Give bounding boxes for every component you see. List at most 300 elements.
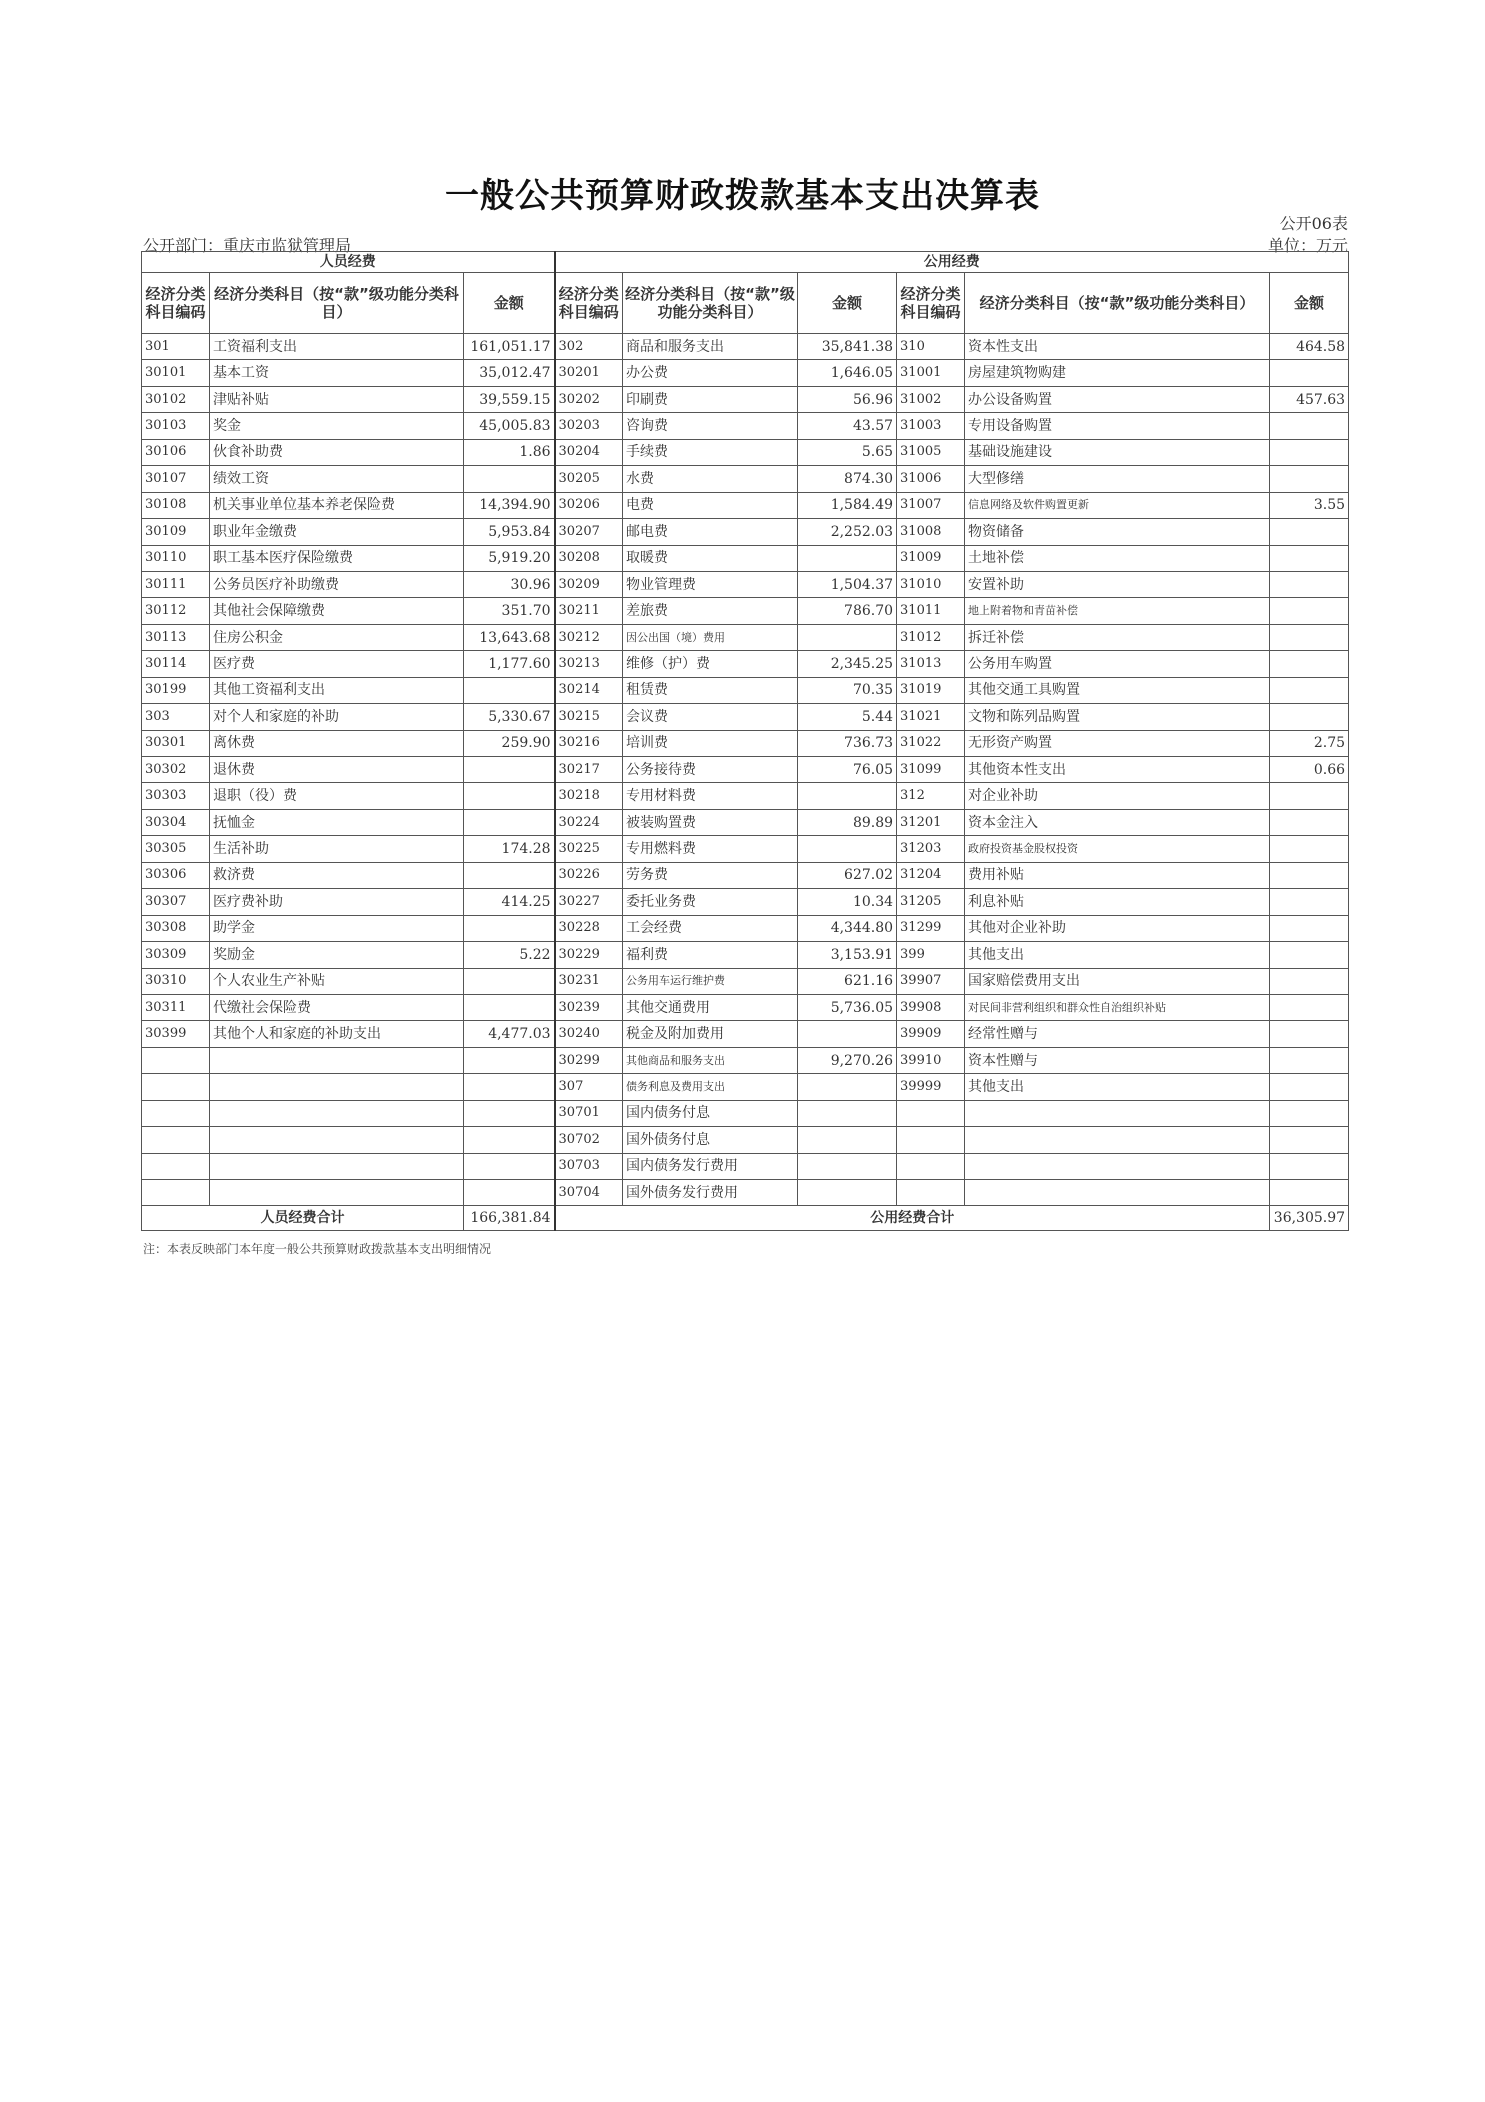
cell-code-public: 30226 <box>555 862 623 888</box>
cell-amount-public-2: 464.58 <box>1270 334 1349 360</box>
cell-amount <box>464 994 555 1020</box>
table-row <box>142 651 1349 677</box>
cell-name-public: 债务利息及费用支出 <box>623 1074 798 1100</box>
cell-amount-public: 5.65 <box>798 439 897 465</box>
cell-name: 奖金 <box>210 413 464 439</box>
cell-amount-public-2 <box>1270 783 1349 809</box>
cell-name-public: 国外债务付息 <box>623 1127 798 1153</box>
cell-name: 公务员医疗补助缴费 <box>210 571 464 597</box>
cell-amount: 39,559.15 <box>464 386 555 412</box>
cell-code-public: 30217 <box>555 757 623 783</box>
cell-code-public: 30227 <box>555 889 623 915</box>
cell-code-public: 30215 <box>555 704 623 730</box>
cell-code: 30106 <box>142 439 210 465</box>
cell-name-public: 商品和服务支出 <box>623 334 798 360</box>
cell-code: 303 <box>142 704 210 730</box>
cell-name-public-2: 资本金注入 <box>965 809 1270 835</box>
cell-name-public: 福利费 <box>623 942 798 968</box>
cell-code: 30311 <box>142 994 210 1020</box>
cell-code-public: 30701 <box>555 1100 623 1126</box>
cell-code: 30103 <box>142 413 210 439</box>
table-row <box>142 862 1349 888</box>
cell-name: 个人农业生产补贴 <box>210 968 464 994</box>
cell-amount: 351.70 <box>464 598 555 624</box>
cell-amount-public-2 <box>1270 598 1349 624</box>
cell-code-public-2: 39910 <box>897 1047 965 1073</box>
cell-code-public: 30299 <box>555 1047 623 1073</box>
cell-name-public: 办公费 <box>623 360 798 386</box>
cell-amount-public: 9,270.26 <box>798 1047 897 1073</box>
cell-amount-public: 3,153.91 <box>798 942 897 968</box>
cell-amount <box>464 757 555 783</box>
cell-amount: 1.86 <box>464 439 555 465</box>
header-amount-public-2: 金额 <box>1270 273 1349 334</box>
cell-name-public: 税金及附加费用 <box>623 1021 798 1047</box>
cell-code-public-2: 31019 <box>897 677 965 703</box>
cell-amount <box>464 1180 555 1206</box>
table-row <box>142 1100 1349 1126</box>
cell-code: 30109 <box>142 519 210 545</box>
cell-code <box>142 1100 210 1126</box>
cell-amount: 5.22 <box>464 942 555 968</box>
cell-code-public: 302 <box>555 334 623 360</box>
table-row <box>142 386 1349 412</box>
cell-code: 30399 <box>142 1021 210 1047</box>
cell-amount-public <box>798 1180 897 1206</box>
cell-amount: 5,330.67 <box>464 704 555 730</box>
cell-name-public-2: 其他支出 <box>965 1074 1270 1100</box>
cell-code-public: 30703 <box>555 1153 623 1179</box>
cell-name-public: 公务接待费 <box>623 757 798 783</box>
cell-code-public: 30704 <box>555 1180 623 1206</box>
cell-name: 职业年金缴费 <box>210 519 464 545</box>
cell-name-public-2: 对民间非营利组织和群众性自治组织补贴 <box>965 994 1270 1020</box>
cell-code <box>142 1127 210 1153</box>
cell-code-public-2: 399 <box>897 942 965 968</box>
cell-amount-public-2 <box>1270 994 1349 1020</box>
cell-name-public-2: 公务用车购置 <box>965 651 1270 677</box>
cell-amount-public-2 <box>1270 624 1349 650</box>
cell-code-public-2: 31006 <box>897 466 965 492</box>
cell-amount: 14,394.90 <box>464 492 555 518</box>
cell-amount-public: 76.05 <box>798 757 897 783</box>
cell-name: 绩效工资 <box>210 466 464 492</box>
cell-name: 住房公积金 <box>210 624 464 650</box>
cell-name: 抚恤金 <box>210 809 464 835</box>
cell-name-public: 因公出国（境）费用 <box>623 624 798 650</box>
cell-code: 30309 <box>142 942 210 968</box>
cell-code-public-2: 31299 <box>897 915 965 941</box>
cell-code-public-2: 39907 <box>897 968 965 994</box>
cell-code-public: 30225 <box>555 836 623 862</box>
cell-amount-public-2 <box>1270 466 1349 492</box>
header-name-public-2: 经济分类科目（按“款”级功能分类科目） <box>965 273 1270 334</box>
cell-name-public: 劳务费 <box>623 862 798 888</box>
cell-name-public-2: 地上附着物和青苗补偿 <box>965 598 1270 624</box>
cell-amount-public: 10.34 <box>798 889 897 915</box>
cell-name-public: 公务用车运行维护费 <box>623 968 798 994</box>
cell-amount-public-2 <box>1270 1127 1349 1153</box>
unit-label: 单位：万元 <box>1267 236 1348 255</box>
cell-name-public-2: 文物和陈列品购置 <box>965 704 1270 730</box>
cell-amount: 5,919.20 <box>464 545 555 571</box>
cell-amount-public-2 <box>1270 1047 1349 1073</box>
cell-name: 奖励金 <box>210 942 464 968</box>
cell-name-public: 国外债务发行费用 <box>623 1180 798 1206</box>
cell-name: 其他个人和家庭的补助支出 <box>210 1021 464 1047</box>
group-header-row <box>142 252 1349 273</box>
cell-code: 30111 <box>142 571 210 597</box>
cell-name: 职工基本医疗保险缴费 <box>210 545 464 571</box>
cell-code-public-2: 31012 <box>897 624 965 650</box>
cell-code-public: 30201 <box>555 360 623 386</box>
cell-code-public-2: 31010 <box>897 571 965 597</box>
total-personnel-label: 人员经费合计 <box>142 1206 464 1231</box>
cell-code-public-2 <box>897 1127 965 1153</box>
cell-code-public: 30203 <box>555 413 623 439</box>
cell-code-public-2 <box>897 1180 965 1206</box>
cell-name <box>210 1100 464 1126</box>
cell-amount-public-2 <box>1270 413 1349 439</box>
cell-name-public: 租赁费 <box>623 677 798 703</box>
cell-name-public: 取暖费 <box>623 545 798 571</box>
cell-code-public-2: 31005 <box>897 439 965 465</box>
cell-code-public-2 <box>897 1153 965 1179</box>
cell-amount-public-2 <box>1270 836 1349 862</box>
cell-code: 30102 <box>142 386 210 412</box>
cell-code: 30310 <box>142 968 210 994</box>
cell-amount: 174.28 <box>464 836 555 862</box>
cell-amount-public: 70.35 <box>798 677 897 703</box>
cell-amount <box>464 1127 555 1153</box>
table-row <box>142 545 1349 571</box>
cell-code: 30306 <box>142 862 210 888</box>
cell-amount-public <box>798 624 897 650</box>
cell-amount-public: 627.02 <box>798 862 897 888</box>
cell-amount: 30.96 <box>464 571 555 597</box>
cell-name-public-2: 物资储备 <box>965 519 1270 545</box>
table-row <box>142 704 1349 730</box>
cell-code: 30114 <box>142 651 210 677</box>
cell-code-public: 30208 <box>555 545 623 571</box>
table-row <box>142 439 1349 465</box>
cell-amount <box>464 862 555 888</box>
table-row <box>142 757 1349 783</box>
cell-name: 其他社会保障缴费 <box>210 598 464 624</box>
cell-code-public-2: 31001 <box>897 360 965 386</box>
cell-amount-public <box>798 836 897 862</box>
table-row <box>142 1127 1349 1153</box>
cell-amount-public <box>798 783 897 809</box>
total-personnel-amount: 166,381.84 <box>464 1206 555 1231</box>
cell-code: 30199 <box>142 677 210 703</box>
cell-name-public: 会议费 <box>623 704 798 730</box>
cell-amount-public: 1,504.37 <box>798 571 897 597</box>
table-row <box>142 598 1349 624</box>
cell-amount-public: 786.70 <box>798 598 897 624</box>
cell-amount-public: 89.89 <box>798 809 897 835</box>
table-row <box>142 994 1349 1020</box>
cell-name: 离休费 <box>210 730 464 756</box>
cell-amount-public-2: 3.55 <box>1270 492 1349 518</box>
cell-code: 30112 <box>142 598 210 624</box>
cell-name <box>210 1074 464 1100</box>
cell-amount-public-2: 2.75 <box>1270 730 1349 756</box>
cell-code: 30303 <box>142 783 210 809</box>
cell-name-public-2: 利息补贴 <box>965 889 1270 915</box>
cell-name: 救济费 <box>210 862 464 888</box>
cell-code: 301 <box>142 334 210 360</box>
table-row <box>142 1021 1349 1047</box>
cell-amount-public-2 <box>1270 968 1349 994</box>
header-amount: 金额 <box>464 273 555 334</box>
footnote: 注：本表反映部门本年度一般公共预算财政拨款基本支出明细情况 <box>143 1242 492 1256</box>
cell-code-public: 30206 <box>555 492 623 518</box>
cell-name <box>210 1047 464 1073</box>
cell-code-public: 30213 <box>555 651 623 677</box>
cell-code-public-2: 31009 <box>897 545 965 571</box>
cell-name-public-2: 其他资本性支出 <box>965 757 1270 783</box>
cell-code-public-2: 31204 <box>897 862 965 888</box>
cell-name-public-2 <box>965 1153 1270 1179</box>
table-row <box>142 571 1349 597</box>
cell-code-public: 30202 <box>555 386 623 412</box>
cell-amount-public-2 <box>1270 545 1349 571</box>
cell-name-public: 维修（护）费 <box>623 651 798 677</box>
department-label: 公开部门：重庆市监狱管理局 <box>143 236 352 255</box>
cell-amount-public <box>798 1074 897 1100</box>
cell-amount <box>464 1100 555 1126</box>
cell-amount-public: 1,646.05 <box>798 360 897 386</box>
cell-code <box>142 1153 210 1179</box>
cell-code: 30110 <box>142 545 210 571</box>
cell-amount-public: 5.44 <box>798 704 897 730</box>
cell-name: 退职（役）费 <box>210 783 464 809</box>
form-number: 公开06表 <box>1279 214 1348 233</box>
cell-amount-public-2 <box>1270 571 1349 597</box>
cell-amount-public-2 <box>1270 1021 1349 1047</box>
cell-amount <box>464 1074 555 1100</box>
cell-code: 30101 <box>142 360 210 386</box>
cell-code: 30304 <box>142 809 210 835</box>
cell-amount-public: 736.73 <box>798 730 897 756</box>
cell-name: 助学金 <box>210 915 464 941</box>
table-row <box>142 809 1349 835</box>
cell-code-public: 30702 <box>555 1127 623 1153</box>
cell-amount-public-2 <box>1270 862 1349 888</box>
cell-code: 30302 <box>142 757 210 783</box>
cell-amount-public <box>798 1153 897 1179</box>
cell-code-public-2: 39908 <box>897 994 965 1020</box>
table-row <box>142 624 1349 650</box>
table-row <box>142 836 1349 862</box>
table-row <box>142 492 1349 518</box>
total-row <box>142 1206 1349 1231</box>
cell-name-public-2 <box>965 1180 1270 1206</box>
cell-name: 工资福利支出 <box>210 334 464 360</box>
cell-amount-public-2 <box>1270 1180 1349 1206</box>
cell-amount: 161,051.17 <box>464 334 555 360</box>
cell-name-public: 电费 <box>623 492 798 518</box>
cell-code-public-2: 31007 <box>897 492 965 518</box>
cell-code-public-2: 31013 <box>897 651 965 677</box>
cell-amount-public <box>798 1127 897 1153</box>
table-row <box>142 677 1349 703</box>
total-public-amount: 36,305.97 <box>1270 1206 1349 1231</box>
cell-name: 机关事业单位基本养老保险费 <box>210 492 464 518</box>
cell-name: 生活补助 <box>210 836 464 862</box>
cell-code-public: 30231 <box>555 968 623 994</box>
cell-name-public-2: 经常性赠与 <box>965 1021 1270 1047</box>
cell-amount <box>464 915 555 941</box>
cell-amount <box>464 783 555 809</box>
cell-amount-public: 874.30 <box>798 466 897 492</box>
cell-code-public: 30207 <box>555 519 623 545</box>
cell-name: 津贴补贴 <box>210 386 464 412</box>
cell-amount-public: 2,345.25 <box>798 651 897 677</box>
cell-code: 30307 <box>142 889 210 915</box>
cell-amount-public-2 <box>1270 1100 1349 1126</box>
cell-name-public-2: 办公设备购置 <box>965 386 1270 412</box>
cell-name-public-2: 土地补偿 <box>965 545 1270 571</box>
cell-name-public: 国内债务发行费用 <box>623 1153 798 1179</box>
cell-amount: 5,953.84 <box>464 519 555 545</box>
cell-code-public-2: 31021 <box>897 704 965 730</box>
cell-name-public-2: 信息网络及软件购置更新 <box>965 492 1270 518</box>
group-header-public: 公用经费 <box>555 252 1349 273</box>
cell-code-public-2: 31099 <box>897 757 965 783</box>
cell-name: 基本工资 <box>210 360 464 386</box>
cell-code-public: 30211 <box>555 598 623 624</box>
cell-amount-public-2 <box>1270 651 1349 677</box>
cell-name-public-2: 专用设备购置 <box>965 413 1270 439</box>
cell-amount: 259.90 <box>464 730 555 756</box>
cell-code-public-2 <box>897 1100 965 1126</box>
cell-code-public-2: 31203 <box>897 836 965 862</box>
cell-name: 其他工资福利支出 <box>210 677 464 703</box>
cell-amount <box>464 466 555 492</box>
cell-code-public-2: 31201 <box>897 809 965 835</box>
cell-name-public: 差旅费 <box>623 598 798 624</box>
page-title: 一般公共预算财政拨款基本支出决算表 <box>445 176 1040 216</box>
table-row <box>142 519 1349 545</box>
cell-name-public-2: 基础设施建设 <box>965 439 1270 465</box>
cell-name-public: 培训费 <box>623 730 798 756</box>
cell-name-public-2: 资本性支出 <box>965 334 1270 360</box>
cell-code-public-2: 31022 <box>897 730 965 756</box>
cell-amount-public: 4,344.80 <box>798 915 897 941</box>
cell-amount: 13,643.68 <box>464 624 555 650</box>
header-code-public-2: 经济分类科目编码 <box>897 273 965 334</box>
cell-amount-public-2 <box>1270 809 1349 835</box>
cell-code-public: 30239 <box>555 994 623 1020</box>
table-row <box>142 413 1349 439</box>
cell-amount-public-2 <box>1270 519 1349 545</box>
cell-name-public: 委托业务费 <box>623 889 798 915</box>
cell-code-public: 30240 <box>555 1021 623 1047</box>
cell-amount-public-2: 0.66 <box>1270 757 1349 783</box>
cell-name-public: 工会经费 <box>623 915 798 941</box>
cell-amount <box>464 1153 555 1179</box>
cell-name-public: 咨询费 <box>623 413 798 439</box>
cell-name-public-2: 房屋建筑物购建 <box>965 360 1270 386</box>
cell-name-public: 水费 <box>623 466 798 492</box>
cell-code-public: 30224 <box>555 809 623 835</box>
cell-amount: 1,177.60 <box>464 651 555 677</box>
cell-name: 对个人和家庭的补助 <box>210 704 464 730</box>
cell-amount-public-2 <box>1270 439 1349 465</box>
cell-code-public-2: 39909 <box>897 1021 965 1047</box>
cell-code: 30107 <box>142 466 210 492</box>
cell-code-public-2: 312 <box>897 783 965 809</box>
cell-code: 30305 <box>142 836 210 862</box>
cell-name <box>210 1153 464 1179</box>
cell-name-public-2: 其他交通工具购置 <box>965 677 1270 703</box>
cell-name-public: 印刷费 <box>623 386 798 412</box>
cell-amount-public <box>798 1100 897 1126</box>
table-row <box>142 334 1349 360</box>
header-name: 经济分类科目（按“款”级功能分类科目） <box>210 273 464 334</box>
cell-amount-public: 1,584.49 <box>798 492 897 518</box>
cell-name-public-2: 对企业补助 <box>965 783 1270 809</box>
cell-code-public-2: 31003 <box>897 413 965 439</box>
cell-name-public-2: 国家赔偿费用支出 <box>965 968 1270 994</box>
cell-name-public: 专用材料费 <box>623 783 798 809</box>
header-name-public: 经济分类科目（按“款”级功能分类科目） <box>623 273 798 334</box>
cell-name-public-2: 拆迁补偿 <box>965 624 1270 650</box>
cell-code: 30301 <box>142 730 210 756</box>
cell-name-public-2: 大型修缮 <box>965 466 1270 492</box>
cell-amount-public <box>798 545 897 571</box>
cell-code <box>142 1047 210 1073</box>
cell-name-public: 国内债务付息 <box>623 1100 798 1126</box>
cell-amount-public: 56.96 <box>798 386 897 412</box>
cell-code-public: 30228 <box>555 915 623 941</box>
cell-name-public: 其他商品和服务支出 <box>623 1047 798 1073</box>
cell-amount-public: 2,252.03 <box>798 519 897 545</box>
cell-name-public-2: 安置补助 <box>965 571 1270 597</box>
cell-code-public-2: 31008 <box>897 519 965 545</box>
cell-code-public: 30204 <box>555 439 623 465</box>
header-code: 经济分类科目编码 <box>142 273 210 334</box>
cell-amount-public: 621.16 <box>798 968 897 994</box>
cell-code-public: 30218 <box>555 783 623 809</box>
table-row <box>142 360 1349 386</box>
cell-code <box>142 1074 210 1100</box>
cell-code-public-2: 31011 <box>897 598 965 624</box>
cell-code-public: 30205 <box>555 466 623 492</box>
cell-name-public-2: 资本性赠与 <box>965 1047 1270 1073</box>
cell-amount-public: 43.57 <box>798 413 897 439</box>
table-row <box>142 783 1349 809</box>
table-row <box>142 1074 1349 1100</box>
cell-name-public: 物业管理费 <box>623 571 798 597</box>
cell-code-public: 30214 <box>555 677 623 703</box>
cell-amount-public-2 <box>1270 1153 1349 1179</box>
cell-amount-public: 5,736.05 <box>798 994 897 1020</box>
cell-amount-public-2 <box>1270 915 1349 941</box>
table-row <box>142 915 1349 941</box>
cell-code-public: 307 <box>555 1074 623 1100</box>
table-row <box>142 968 1349 994</box>
cell-amount-public-2 <box>1270 704 1349 730</box>
cell-amount <box>464 809 555 835</box>
total-public-label: 公用经费合计 <box>555 1206 1270 1231</box>
cell-name-public-2: 其他支出 <box>965 942 1270 968</box>
cell-amount-public-2 <box>1270 942 1349 968</box>
cell-amount: 4,477.03 <box>464 1021 555 1047</box>
cell-code-public-2: 39999 <box>897 1074 965 1100</box>
